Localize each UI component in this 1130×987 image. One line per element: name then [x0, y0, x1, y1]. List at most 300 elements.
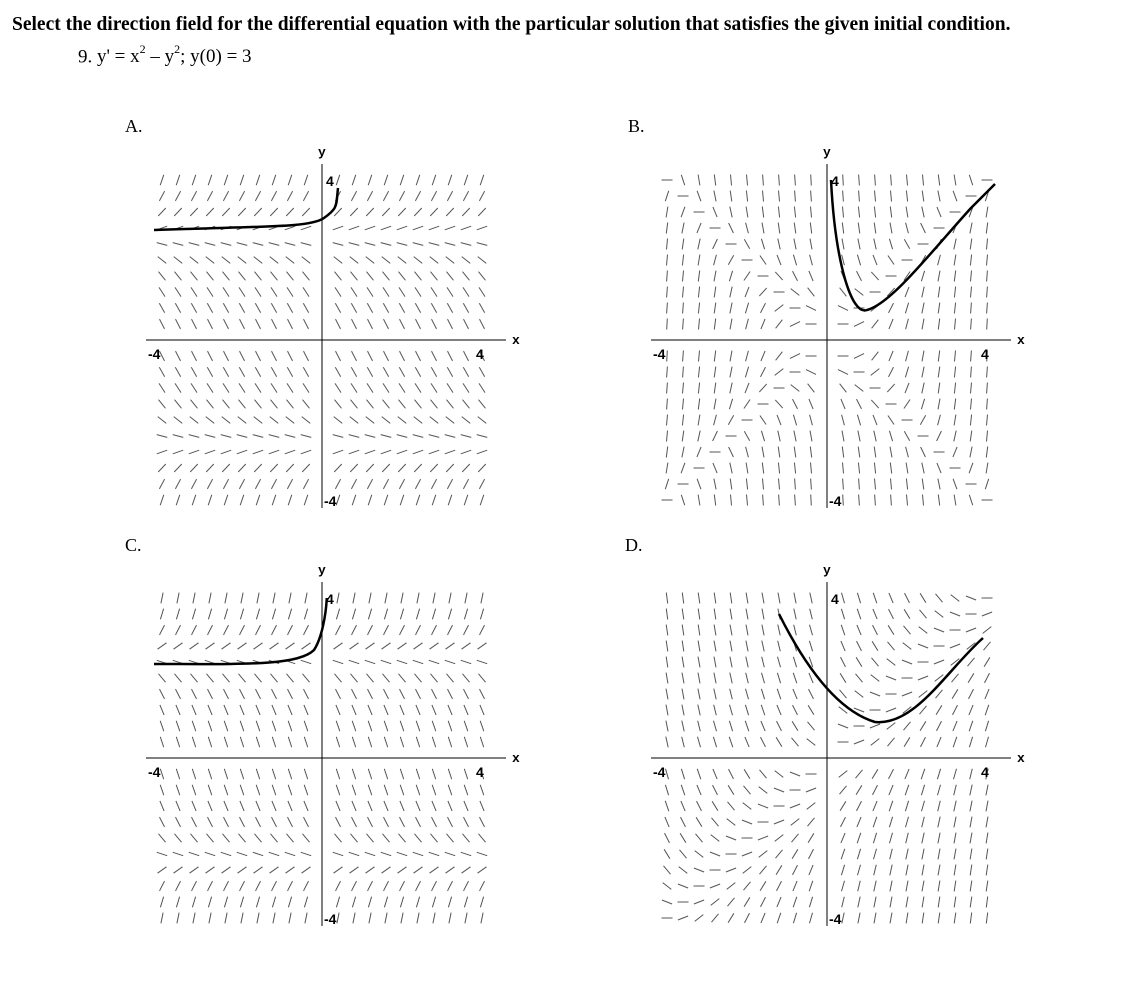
slope-mark [256, 881, 261, 891]
slope-mark [176, 769, 179, 779]
slope-mark [712, 801, 718, 810]
slope-mark [224, 881, 229, 891]
slope-mark [384, 897, 387, 908]
slope-mark [335, 400, 342, 409]
slope-mark [730, 625, 732, 636]
slope-mark [287, 400, 294, 409]
slope-mark [463, 367, 468, 377]
slope-mark [367, 367, 372, 377]
slope-mark [697, 785, 701, 795]
slope-mark [762, 223, 764, 234]
slope-mark [907, 495, 908, 506]
slope-mark [224, 737, 227, 747]
slope-mark [416, 897, 419, 908]
slope-mark [397, 435, 408, 438]
slope-mark [710, 884, 720, 888]
slope-mark [289, 913, 291, 924]
slope-mark [746, 191, 747, 202]
slope-mark [416, 495, 420, 505]
slope-mark [240, 769, 243, 779]
slope-mark [272, 351, 277, 361]
slope-mark [160, 175, 164, 185]
slope-mark [478, 208, 486, 216]
slope-mark [666, 705, 668, 716]
slope-mark [937, 431, 942, 441]
slope-mark [446, 464, 454, 472]
slope-mark [431, 272, 438, 281]
slope-mark [954, 415, 956, 426]
slope-mark [890, 833, 893, 844]
slope-mark [480, 689, 485, 699]
slope-mark [366, 643, 375, 649]
slope-mark [430, 643, 439, 649]
slope-mark [840, 690, 847, 698]
option-d-direction-field[interactable] [645, 558, 1025, 928]
slope-mark [461, 852, 471, 855]
slope-mark [683, 383, 684, 394]
slope-mark [271, 191, 276, 201]
slope-mark [777, 255, 781, 265]
slope-mark [840, 384, 847, 393]
slope-mark [792, 721, 798, 730]
slope-mark [697, 447, 701, 457]
y-axis-label: y [318, 145, 326, 160]
slope-mark [857, 399, 862, 409]
slope-mark [477, 243, 488, 246]
slope-mark [966, 596, 976, 600]
slope-mark [255, 834, 262, 842]
slope-mark [922, 383, 924, 394]
slope-mark [918, 676, 928, 680]
slope-mark [333, 435, 344, 438]
slope-mark [208, 351, 213, 361]
slope-mark [429, 660, 439, 663]
slope-mark [890, 865, 892, 876]
slope-mark [699, 319, 700, 330]
slope-mark [446, 208, 454, 216]
slope-mark [351, 191, 356, 201]
slope-mark [192, 881, 197, 891]
slope-mark [937, 769, 940, 779]
slope-mark [778, 593, 780, 604]
slope-mark [176, 351, 181, 361]
slope-mark [256, 495, 260, 505]
slope-mark [890, 897, 892, 908]
slope-mark [368, 625, 373, 635]
slope-mark [952, 689, 958, 698]
slope-mark [175, 834, 182, 842]
slope-mark [433, 593, 435, 604]
option-d-label[interactable]: D. [625, 535, 643, 555]
slope-mark [987, 271, 988, 282]
slope-mark [938, 817, 940, 828]
solution-curve [154, 598, 327, 664]
slope-mark [415, 303, 420, 313]
slope-mark [240, 625, 245, 635]
slope-mark [461, 450, 471, 454]
slope-mark [969, 705, 973, 715]
slope-mark [365, 226, 375, 230]
slope-mark [160, 785, 164, 795]
slope-mark [385, 913, 387, 924]
slope-mark [352, 897, 355, 908]
slope-mark [254, 417, 263, 424]
slope-mark [335, 834, 342, 842]
slope-mark [381, 243, 392, 246]
slope-mark [744, 897, 750, 906]
slope-mark [747, 175, 748, 186]
slope-mark [175, 272, 182, 281]
slope-mark [698, 689, 700, 700]
slope-mark [794, 447, 796, 458]
slope-mark [937, 737, 941, 747]
slope-mark [842, 913, 844, 924]
slope-mark [791, 819, 800, 826]
slope-mark [269, 435, 280, 438]
slope-mark [938, 319, 939, 330]
slope-mark [416, 881, 421, 891]
slope-mark [952, 674, 959, 682]
slope-mark [710, 852, 720, 856]
slope-mark [778, 447, 780, 458]
option-c-label[interactable]: C. [125, 535, 142, 555]
slope-mark [400, 769, 403, 779]
slope-mark [238, 208, 246, 216]
slope-mark [368, 801, 372, 811]
tick-label-y-positive: 4 [326, 173, 334, 189]
slope-mark [970, 431, 972, 442]
slope-mark [288, 817, 293, 827]
slope-mark [240, 319, 245, 329]
slope-mark [698, 271, 699, 282]
slope-mark [384, 801, 388, 811]
slope-mark [448, 495, 452, 505]
slope-mark [842, 239, 844, 250]
slope-mark [987, 415, 988, 426]
slope-mark [841, 833, 845, 843]
slope-mark [464, 721, 468, 731]
slope-mark [336, 721, 340, 731]
slope-mark [938, 897, 940, 908]
slope-mark [793, 415, 796, 426]
slope-mark [889, 367, 894, 377]
slope-mark [971, 319, 972, 330]
slope-mark [209, 913, 211, 924]
slope-mark [383, 191, 388, 201]
slope-mark [762, 447, 764, 458]
slope-mark [714, 495, 715, 506]
slope-mark [269, 450, 279, 454]
slope-mark [479, 303, 484, 313]
slope-mark [795, 479, 796, 490]
slope-mark [304, 609, 307, 620]
slope-mark [714, 705, 717, 716]
option-a-label[interactable]: A. [125, 116, 143, 136]
slope-mark [369, 593, 371, 604]
option-c-direction-field[interactable] [140, 558, 520, 928]
slope-mark [431, 383, 437, 392]
slope-mark [480, 609, 483, 620]
slope-mark [225, 593, 227, 604]
slope-mark [271, 400, 278, 409]
slope-mark [416, 351, 421, 361]
slope-mark [698, 495, 700, 506]
slope-mark [666, 207, 668, 218]
slope-mark [205, 852, 215, 855]
slope-mark [430, 417, 439, 424]
option-a-plot [140, 140, 520, 510]
slope-mark [890, 913, 892, 924]
slope-mark [761, 913, 765, 923]
slope-mark [730, 479, 732, 490]
slope-mark [746, 319, 749, 330]
slope-mark [255, 674, 262, 682]
slope-mark [950, 644, 960, 648]
slope-mark [792, 738, 799, 746]
slope-mark [954, 255, 956, 266]
slope-mark [224, 769, 227, 779]
slope-mark [729, 399, 732, 409]
slope-mark [857, 625, 861, 635]
slope-mark [745, 287, 749, 297]
slope-mark [463, 400, 470, 409]
slope-mark [698, 255, 700, 266]
slope-mark [431, 287, 437, 296]
slope-mark [986, 881, 988, 892]
slope-mark [663, 883, 672, 890]
slope-mark [174, 417, 183, 424]
slope-mark [366, 208, 374, 216]
slope-mark [463, 834, 470, 842]
slope-mark [806, 306, 816, 311]
slope-mark [255, 367, 260, 377]
slope-mark [413, 435, 424, 438]
slope-mark [302, 643, 311, 649]
slope-mark [872, 352, 879, 361]
option-d-plot [645, 558, 1025, 928]
slope-mark [176, 785, 180, 795]
slope-mark [272, 785, 276, 795]
slope-mark [222, 257, 231, 264]
slope-mark [728, 785, 734, 794]
slope-mark [809, 689, 814, 699]
slope-mark [793, 865, 798, 875]
slope-mark [938, 303, 940, 314]
slope-mark [368, 721, 372, 731]
tick-label-x-negative: -4 [653, 346, 666, 362]
slope-mark [368, 897, 371, 908]
option-b-label[interactable]: B. [628, 116, 645, 136]
slope-mark [842, 431, 844, 442]
slope-mark [905, 367, 908, 378]
slope-mark [694, 868, 704, 872]
slope-mark [970, 881, 972, 892]
slope-mark [383, 479, 388, 489]
slope-mark [174, 643, 183, 649]
slope-mark [810, 593, 812, 604]
slope-mark [285, 435, 296, 438]
slope-mark [922, 479, 924, 490]
slope-mark [288, 801, 292, 811]
slope-mark [873, 593, 877, 603]
slope-mark [874, 913, 876, 924]
slope-mark [413, 226, 423, 230]
slope-mark [874, 849, 877, 860]
x-axis-label: x [1017, 751, 1025, 766]
slope-mark [729, 737, 733, 747]
slope-mark [856, 674, 863, 682]
slope-mark [175, 383, 181, 392]
slope-mark [857, 833, 861, 843]
slope-mark [713, 769, 717, 779]
slope-mark [254, 867, 263, 873]
slope-mark [335, 367, 340, 377]
slope-mark [208, 801, 212, 811]
slope-mark [192, 705, 196, 715]
slope-mark [477, 450, 487, 454]
tick-label-x-positive: 4 [981, 764, 989, 780]
slope-mark [464, 817, 469, 827]
slope-mark [209, 593, 211, 604]
slope-mark [746, 463, 748, 474]
slope-mark [904, 722, 911, 730]
slope-mark [906, 463, 908, 474]
slope-mark [240, 801, 244, 811]
slope-mark [445, 243, 456, 246]
slope-mark [857, 849, 860, 859]
slope-mark [746, 625, 748, 636]
slope-mark [398, 464, 406, 472]
slope-mark [790, 804, 800, 808]
slope-mark [221, 243, 232, 246]
slope-mark [367, 287, 373, 296]
slope-mark [794, 431, 796, 442]
slope-mark [923, 175, 924, 186]
slope-mark [987, 303, 988, 314]
slope-mark [368, 737, 371, 747]
slope-mark [938, 833, 940, 844]
slope-mark [271, 479, 276, 489]
slope-mark [190, 464, 198, 472]
slope-mark [714, 609, 716, 620]
slope-mark [840, 786, 847, 794]
slope-mark [480, 737, 483, 747]
slope-mark [288, 625, 293, 635]
slope-mark [809, 865, 813, 875]
slope-mark [414, 417, 423, 424]
slope-mark [793, 673, 797, 683]
slope-mark [986, 463, 988, 474]
slope-mark [983, 627, 992, 634]
slope-mark [698, 383, 699, 394]
slope-mark [841, 399, 845, 409]
slope-mark [241, 913, 243, 924]
slope-mark [922, 817, 925, 828]
slope-mark [224, 625, 229, 635]
slope-mark [399, 674, 406, 682]
slope-mark [303, 287, 309, 296]
slope-mark [792, 849, 798, 858]
slope-mark [662, 900, 672, 904]
slope-mark [728, 898, 735, 906]
option-b-direction-field[interactable] [645, 140, 1025, 510]
slope-mark [208, 609, 211, 620]
slope-mark [872, 769, 878, 778]
slope-mark [808, 384, 815, 393]
slope-mark [761, 737, 766, 747]
slope-mark [352, 689, 357, 699]
slope-mark [463, 272, 470, 281]
slope-mark [682, 705, 684, 716]
tick-label-y-positive: 4 [831, 591, 839, 607]
slope-mark [431, 303, 436, 313]
slope-mark [481, 593, 483, 604]
slope-mark [666, 463, 668, 474]
slope-mark [368, 785, 372, 795]
slope-mark [774, 820, 784, 824]
slope-mark [208, 737, 211, 747]
slope-mark [888, 738, 895, 746]
slope-mark [779, 479, 780, 490]
slope-mark [727, 819, 736, 826]
slope-mark [698, 431, 700, 442]
slope-mark [970, 785, 972, 796]
slope-mark [352, 881, 357, 891]
slope-mark [682, 239, 684, 250]
option-a-direction-field[interactable] [140, 140, 520, 510]
slope-mark [904, 609, 910, 618]
slope-mark [698, 303, 699, 314]
slope-mark [398, 417, 407, 424]
slope-mark [191, 383, 197, 392]
slope-mark [953, 191, 957, 201]
slope-mark [902, 692, 912, 696]
slope-mark [729, 223, 734, 233]
slope-mark [742, 852, 752, 856]
slope-mark [287, 191, 292, 201]
slope-mark [207, 400, 214, 409]
slope-mark [811, 175, 812, 186]
slope-mark [683, 367, 684, 378]
slope-mark [382, 643, 391, 649]
slope-mark [192, 689, 197, 699]
slope-mark [744, 400, 750, 409]
slope-mark [400, 897, 403, 908]
slope-mark [872, 641, 878, 650]
slope-mark [288, 689, 293, 699]
slope-mark [206, 867, 215, 873]
slope-mark [698, 609, 700, 620]
slope-mark [890, 223, 892, 234]
slope-mark [176, 721, 180, 731]
tick-label-x-negative: -4 [148, 346, 161, 362]
slope-mark [888, 642, 895, 650]
slope-mark [794, 239, 796, 250]
slope-mark [922, 897, 924, 908]
slope-mark [223, 383, 229, 392]
slope-mark [368, 689, 373, 699]
slope-mark [954, 271, 955, 282]
slope-mark [728, 802, 735, 810]
slope-mark [462, 643, 471, 649]
slope-mark [190, 867, 199, 873]
slope-mark [746, 673, 749, 684]
slope-mark [159, 674, 166, 682]
slope-mark [775, 771, 784, 778]
slope-mark [982, 612, 992, 616]
slope-mark [208, 817, 213, 827]
slope-mark [937, 721, 942, 731]
